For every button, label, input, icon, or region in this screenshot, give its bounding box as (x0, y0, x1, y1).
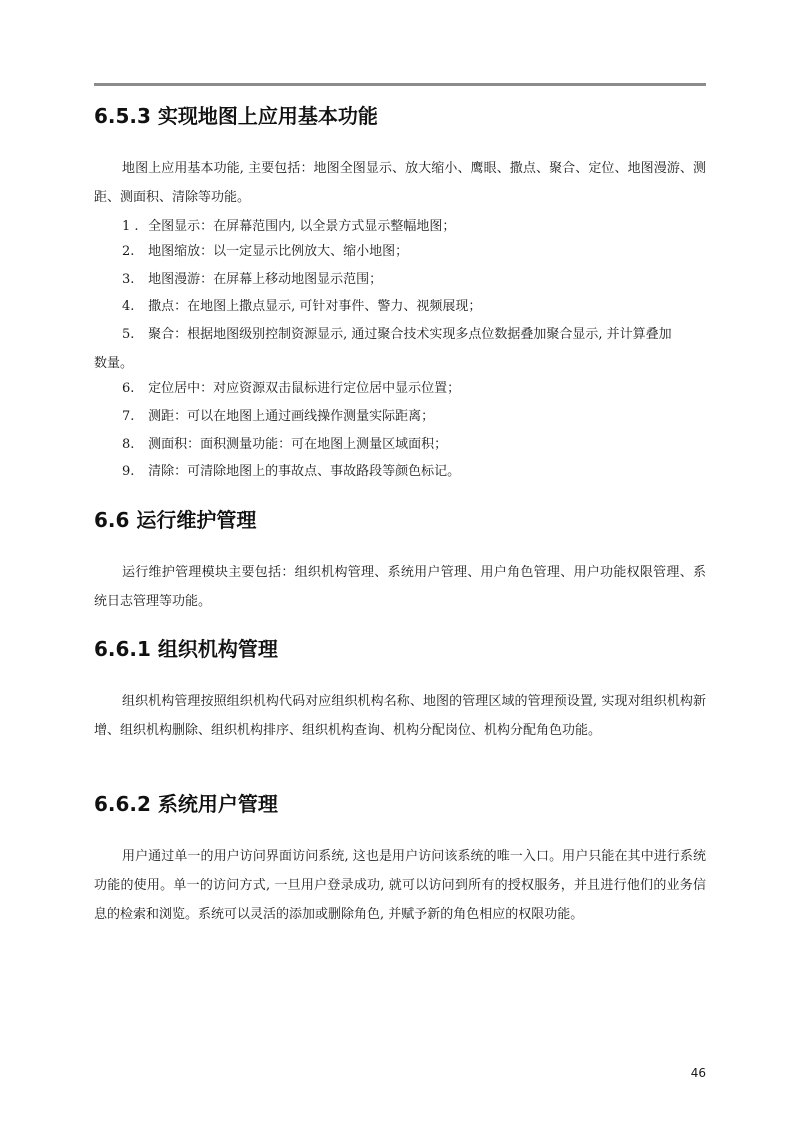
page-number: 46 (690, 1066, 706, 1080)
section-heading-6-6-2: 6.6.2 系统用户管理 (94, 792, 278, 816)
list-item-text: 测距：可以在地图上通过画线操作测量实际距离； (148, 409, 435, 424)
section-6-6-2-intro: 用户通过单一的用户访问界面访问系统, 这也是用户访问该系统的唯一入口。用户只能在其中进行系统功能的使用。单一的访问方式, 一旦用户登录成功, 就可以访问到所有的授权服务，并且进行他们的业务信息的检索和浏览。系统可以灵活的添加或删除角色, 并赋予新的角色相应的权限功能。 (94, 849, 706, 922)
list-item (122, 374, 706, 403)
list-item-text: 撒点：在地图上撒点显示, 可针对事件、警力、视频展现； (148, 299, 482, 314)
section-6-5-3-intro: 地图上应用基本功能, 主要包括：地图全图显示、放大缩小、鹰眼、撒点、聚合、定位、地图漫游、测距、测面积、清除等功能。 (94, 161, 706, 205)
section-6-6-intro: 运行维护管理模块主要包括：组织机构管理、系统用户管理、用户角色管理、用户功能权限管理、系统日志管理等功能。 (94, 565, 706, 609)
list-item (122, 430, 706, 459)
list-item-text: 清除：可清除地图上的事故点、事故路段等颜色标记。 (148, 464, 461, 479)
list-item (122, 265, 706, 294)
section-heading-6-6: 6.6 运行维护管理 (94, 508, 257, 532)
list-item-text: 定位居中：对应资源双击鼠标进行定位居中显示位置； (148, 381, 461, 396)
list-item (122, 292, 706, 321)
list-item-text: 测面积：面积测量功能：可在地图上测量区域面积； (148, 437, 448, 452)
list-item-number: 8. (122, 437, 135, 452)
list-item (122, 237, 706, 266)
header-rule (94, 83, 706, 86)
list-item-number: 7. (122, 409, 135, 424)
list-item-text: 聚合：根据地图级别控制资源显示, 通过聚合技术实现多点位数据叠加聚合显示, 并计算叠加 (148, 327, 672, 342)
list-item (122, 402, 706, 431)
list-item-number: 2. (122, 244, 135, 259)
list-item-number: 9. (122, 464, 135, 479)
list-item-text: 地图缩放：以一定显示比例放大、缩小地图； (148, 244, 409, 259)
section-6-6-1-intro: 组织机构管理按照组织机构代码对应组织机构名称、地图的管理区域的管理预设置, 实现对组织机构新增、组织机构删除、组织机构排序、组织机构查询、机构分配岗位、机构分配角色功能。 (94, 694, 706, 738)
list-item-number: 5. (122, 327, 135, 342)
section-heading-6-5-3: 6.5.3 实现地图上应用基本功能 (94, 104, 378, 128)
list-item-number: 3. (122, 272, 135, 287)
list-item (122, 457, 706, 486)
list-item-continuation: 数量。 (94, 356, 134, 371)
list-item-number: 4. (122, 299, 135, 314)
list-item (94, 320, 706, 378)
list-item-text: 全图显示：在屏幕范围内, 以全景方式显示整幅地图； (148, 219, 456, 234)
list-item-number: 6. (122, 381, 135, 396)
list-item-number: 1 . (122, 219, 139, 234)
section-heading-6-6-1: 6.6.1 组织机构管理 (94, 637, 278, 661)
list-item-text: 地图漫游：在屏幕上移动地图显示范围； (148, 272, 383, 287)
